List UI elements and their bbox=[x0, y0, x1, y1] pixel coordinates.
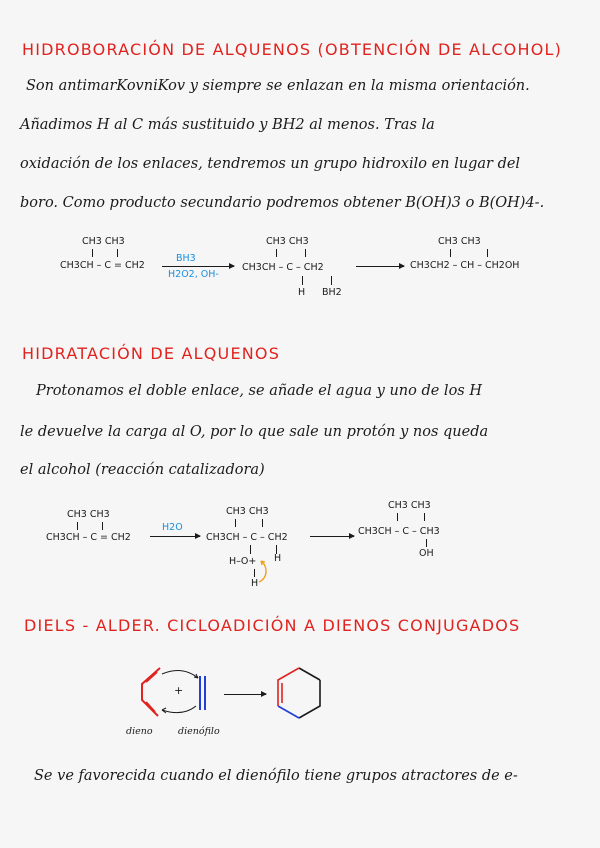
bond-line bbox=[450, 249, 451, 257]
bond-line bbox=[92, 249, 93, 257]
reagent-bh3: BH3 bbox=[176, 253, 196, 264]
product-formula: CH3CH – C – CH3 bbox=[358, 526, 440, 537]
bond-line bbox=[424, 513, 425, 521]
bond-line bbox=[276, 249, 277, 257]
bond-line bbox=[302, 276, 303, 285]
diene-label: dieno bbox=[126, 726, 153, 737]
cyclohexene-product-icon bbox=[272, 664, 326, 724]
bond-line bbox=[305, 249, 306, 257]
bond-line bbox=[250, 545, 251, 554]
section-title-hidratacion: HIDRATACIÓN DE ALQUENOS bbox=[22, 344, 281, 363]
section-title-hidroboracion: HIDROBORACIÓN DE ALQUENOS (OBTENCIÓN DE ALCOHOL) bbox=[22, 40, 563, 59]
reactant-formula: CH3CH – C = CH2 bbox=[46, 532, 131, 543]
product-substituents: CH3 CH3 bbox=[438, 236, 481, 247]
product-formula: CH3CH2 – CH – CH2OH bbox=[410, 260, 520, 271]
paragraph-line: Protonamos el doble enlace, se añade el agua y uno de los H bbox=[36, 383, 482, 399]
paragraph-line: el alcohol (reacción catalizadora) bbox=[20, 462, 265, 478]
reagent-water: H2O bbox=[162, 522, 183, 533]
bond-line bbox=[117, 249, 118, 257]
reagent-oxidation: H2O2, OH- bbox=[168, 269, 219, 280]
reaction-arrow bbox=[150, 536, 200, 537]
intermediate-hydrogen: H bbox=[298, 287, 306, 298]
bond-line bbox=[487, 249, 488, 257]
product-hydroxyl: OH bbox=[419, 548, 434, 559]
dienophile-icon bbox=[200, 676, 205, 710]
bond-line bbox=[254, 569, 255, 577]
plus-sign: + bbox=[174, 684, 184, 697]
paragraph-line: oxidación de los enlaces, tendremos un grupo hidroxilo en lugar del bbox=[20, 156, 521, 172]
diene-dienophile-drawing bbox=[128, 660, 218, 726]
reactant-formula: CH3CH – C = CH2 bbox=[60, 260, 145, 271]
reaction-arrow bbox=[310, 536, 354, 537]
reactant-substituents: CH3 CH3 bbox=[67, 509, 110, 520]
intermediate-bh2: BH2 bbox=[322, 287, 342, 298]
bond-line bbox=[426, 539, 427, 547]
intermediate-formula: CH3CH – C – CH2 bbox=[206, 532, 288, 543]
paragraph-line: le devuelve la carga al O, por lo que sale un protón y nos queda bbox=[20, 424, 489, 440]
intermediate-formula: CH3CH – C – CH2 bbox=[242, 262, 324, 273]
reaction-arrow bbox=[224, 694, 266, 695]
paragraph-line: Son antimarKovniKov y siempre se enlazan en la misma orientación. bbox=[26, 78, 530, 94]
paragraph-line: Se ve favorecida cuando el dienófilo tiene grupos atractores de e- bbox=[34, 768, 518, 784]
bond-line bbox=[102, 522, 103, 530]
oxonium-hydrogen: H bbox=[251, 578, 259, 589]
reactant-substituents: CH3 CH3 bbox=[82, 236, 125, 247]
paragraph-line: boro. Como producto secundario podremos obtener B(OH)3 o B(OH)4-. bbox=[20, 195, 545, 211]
reaction-arrow bbox=[162, 266, 234, 267]
intermediate-hydrogen: H bbox=[274, 553, 282, 564]
bond-line bbox=[331, 276, 332, 285]
reaction-arrow bbox=[356, 266, 404, 267]
intermediate-substituents: CH3 CH3 bbox=[226, 506, 269, 517]
intermediate-oxonium: H–O+ bbox=[229, 556, 257, 567]
product-substituents: CH3 CH3 bbox=[388, 500, 431, 511]
bond-line bbox=[397, 513, 398, 521]
intermediate-substituents: CH3 CH3 bbox=[266, 236, 309, 247]
paragraph-line: Añadimos H al C más sustituido y BH2 al menos. Tras la bbox=[20, 117, 435, 133]
bond-line bbox=[262, 519, 263, 527]
bond-line bbox=[235, 519, 236, 527]
section-title-diels-alder: DIELS - ALDER. CICLOADICIÓN A DIENOS CONJUGADOS bbox=[24, 616, 521, 635]
curved-arrow-icon bbox=[256, 558, 270, 584]
bond-line bbox=[77, 522, 78, 530]
diene-icon bbox=[142, 668, 160, 716]
dienophile-label: dienófilo bbox=[178, 726, 220, 737]
